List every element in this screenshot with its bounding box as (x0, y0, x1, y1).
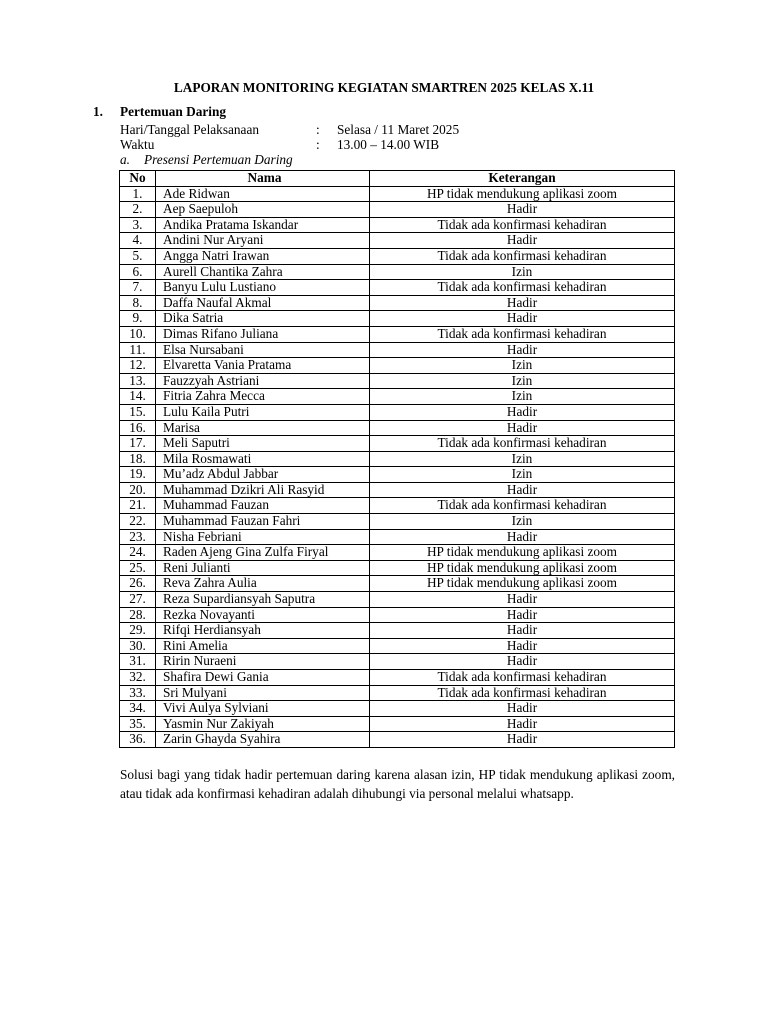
row-number: 10. (120, 326, 156, 342)
student-name: Lulu Kaila Putri (156, 404, 370, 420)
table-row (120, 389, 675, 405)
attendance-status: HP tidak mendukung aplikasi zoom (370, 576, 675, 592)
table-header-row (120, 171, 675, 187)
student-name: Dimas Rifano Juliana (156, 326, 370, 342)
table-row (120, 342, 675, 358)
attendance-status: Tidak ada konfirmasi kehadiran (370, 217, 675, 233)
student-name: Meli Saputri (156, 436, 370, 452)
time-label: Waktu (120, 137, 155, 152)
attendance-status: Izin (370, 264, 675, 280)
table-row (120, 404, 675, 420)
row-number: 9. (120, 311, 156, 327)
student-name: Zarin Ghayda Syahira (156, 732, 370, 748)
row-number: 11. (120, 342, 156, 358)
row-number: 22. (120, 514, 156, 530)
row-number: 24. (120, 545, 156, 561)
table-row (120, 529, 675, 545)
date-value: Selasa / 11 Maret 2025 (337, 122, 460, 137)
student-name: Vivi Aulya Sylviani (156, 701, 370, 717)
subsection-letter: a. (120, 152, 130, 167)
student-name: Nisha Febriani (156, 529, 370, 545)
student-name: Fauzzyah Astriani (156, 373, 370, 389)
row-number: 32. (120, 670, 156, 686)
row-number: 12. (120, 358, 156, 374)
table-row (120, 514, 675, 530)
table-row (120, 670, 675, 686)
student-name: Muhammad Fauzan Fahri (156, 514, 370, 530)
header-keterangan: Keterangan (370, 171, 675, 187)
table-row (120, 467, 675, 483)
student-name: Elvaretta Vania Pratama (156, 358, 370, 374)
attendance-status: Izin (370, 389, 675, 405)
row-number: 6. (120, 264, 156, 280)
row-number: 1. (120, 186, 156, 202)
student-name: Dika Satria (156, 311, 370, 327)
attendance-status: Hadir (370, 623, 675, 639)
table-row (120, 248, 675, 264)
attendance-status: HP tidak mendukung aplikasi zoom (370, 545, 675, 561)
attendance-status: Hadir (370, 311, 675, 327)
document-title: LAPORAN MONITORING KEGIATAN SMARTREN 2025 KELAS X.11 (173, 80, 595, 95)
table-row (120, 186, 675, 202)
student-name: Muhammad Fauzan (156, 498, 370, 514)
attendance-status: Hadir (370, 732, 675, 748)
row-number: 16. (120, 420, 156, 436)
table-row (120, 607, 675, 623)
student-name: Sri Mulyani (156, 685, 370, 701)
attendance-status: Hadir (370, 592, 675, 608)
row-number: 36. (120, 732, 156, 748)
student-name: Mu’adz Abdul Jabbar (156, 467, 370, 483)
row-number: 27. (120, 592, 156, 608)
table-row (120, 654, 675, 670)
row-number: 17. (120, 436, 156, 452)
row-number: 31. (120, 654, 156, 670)
attendance-status: Hadir (370, 482, 675, 498)
attendance-table (119, 170, 675, 748)
row-number: 28. (120, 607, 156, 623)
table-row (120, 638, 675, 654)
table-row (120, 545, 675, 561)
row-number: 25. (120, 560, 156, 576)
attendance-status: Hadir (370, 295, 675, 311)
row-number: 34. (120, 701, 156, 717)
time-value: 13.00 – 14.00 WIB (337, 137, 440, 152)
row-number: 35. (120, 716, 156, 732)
attendance-status: Hadir (370, 529, 675, 545)
table-row (120, 420, 675, 436)
student-name: Rifqi Herdiansyah (156, 623, 370, 639)
row-number: 3. (120, 217, 156, 233)
table-row (120, 576, 675, 592)
row-number: 5. (120, 248, 156, 264)
student-name: Muhammad Dzikri Ali Rasyid (156, 482, 370, 498)
date-label: Hari/Tanggal Pelaksanaan (120, 122, 260, 137)
attendance-status: HP tidak mendukung aplikasi zoom (370, 560, 675, 576)
row-number: 19. (120, 467, 156, 483)
table-row (120, 373, 675, 389)
subsection-heading (120, 152, 293, 168)
table-row (120, 311, 675, 327)
attendance-status: Hadir (370, 404, 675, 420)
date-separator: : (316, 122, 320, 137)
row-number: 14. (120, 389, 156, 405)
header-nama: Nama (156, 171, 370, 187)
student-name: Aurell Chantika Zahra (156, 264, 370, 280)
table-row (120, 358, 675, 374)
solution-paragraph: Solusi bagi yang tidak hadir pertemuan daring karena alasan izin, HP tidak mendukung aplikasi zoom, atau tidak ada konfirmasi kehadiran adalah dihubungi via personal melalui whatsapp. (120, 767, 675, 801)
attendance-status: Izin (370, 451, 675, 467)
student-name: Fitria Zahra Mecca (156, 389, 370, 405)
attendance-status: Hadir (370, 342, 675, 358)
table-row (120, 701, 675, 717)
attendance-status: Tidak ada konfirmasi kehadiran (370, 326, 675, 342)
row-number: 33. (120, 685, 156, 701)
attendance-status: Hadir (370, 202, 675, 218)
row-number: 4. (120, 233, 156, 249)
row-number: 23. (120, 529, 156, 545)
row-number: 21. (120, 498, 156, 514)
row-number: 18. (120, 451, 156, 467)
attendance-status: Izin (370, 467, 675, 483)
table-row (120, 451, 675, 467)
header-no: No (120, 171, 156, 187)
attendance-status: HP tidak mendukung aplikasi zoom (370, 186, 675, 202)
section-heading: Pertemuan Daring (120, 104, 226, 119)
student-name: Rezka Novayanti (156, 607, 370, 623)
attendance-status: Hadir (370, 420, 675, 436)
student-name: Shafira Dewi Gania (156, 670, 370, 686)
student-name: Aep Saepuloh (156, 202, 370, 218)
row-number: 26. (120, 576, 156, 592)
row-number: 20. (120, 482, 156, 498)
student-name: Rini Amelia (156, 638, 370, 654)
table-row (120, 295, 675, 311)
table-row (120, 498, 675, 514)
table-row (120, 732, 675, 748)
student-name: Ade Ridwan (156, 186, 370, 202)
table-row (120, 592, 675, 608)
student-name: Yasmin Nur Zakiyah (156, 716, 370, 732)
row-number: 7. (120, 280, 156, 296)
section-number: 1. (93, 104, 103, 119)
subsection-title: Presensi Pertemuan Daring (144, 152, 293, 167)
table-row (120, 560, 675, 576)
table-row (120, 482, 675, 498)
attendance-status: Tidak ada konfirmasi kehadiran (370, 280, 675, 296)
time-separator: : (316, 137, 320, 152)
attendance-status: Izin (370, 373, 675, 389)
table-row (120, 685, 675, 701)
attendance-status: Hadir (370, 638, 675, 654)
row-number: 30. (120, 638, 156, 654)
attendance-status: Tidak ada konfirmasi kehadiran (370, 248, 675, 264)
table-row (120, 716, 675, 732)
attendance-status: Hadir (370, 654, 675, 670)
table-row (120, 623, 675, 639)
student-name: Ririn Nuraeni (156, 654, 370, 670)
attendance-status: Tidak ada konfirmasi kehadiran (370, 436, 675, 452)
attendance-status: Hadir (370, 701, 675, 717)
student-name: Elsa Nursabani (156, 342, 370, 358)
student-name: Reni Julianti (156, 560, 370, 576)
row-number: 13. (120, 373, 156, 389)
row-number: 29. (120, 623, 156, 639)
table-row (120, 217, 675, 233)
table-row (120, 280, 675, 296)
table-row (120, 233, 675, 249)
table-row (120, 264, 675, 280)
row-number: 2. (120, 202, 156, 218)
table-row (120, 326, 675, 342)
attendance-status: Tidak ada konfirmasi kehadiran (370, 685, 675, 701)
row-number: 15. (120, 404, 156, 420)
table-row (120, 436, 675, 452)
student-name: Reza Supardiansyah Saputra (156, 592, 370, 608)
attendance-status: Izin (370, 358, 675, 374)
student-name: Marisa (156, 420, 370, 436)
student-name: Raden Ajeng Gina Zulfa Firyal (156, 545, 370, 561)
attendance-status: Tidak ada konfirmasi kehadiran (370, 498, 675, 514)
student-name: Andika Pratama Iskandar (156, 217, 370, 233)
attendance-status: Tidak ada konfirmasi kehadiran (370, 670, 675, 686)
attendance-status: Hadir (370, 233, 675, 249)
student-name: Banyu Lulu Lustiano (156, 280, 370, 296)
table-row (120, 202, 675, 218)
student-name: Daffa Naufal Akmal (156, 295, 370, 311)
attendance-status: Izin (370, 514, 675, 530)
student-name: Reva Zahra Aulia (156, 576, 370, 592)
student-name: Angga Natri Irawan (156, 248, 370, 264)
attendance-status: Hadir (370, 607, 675, 623)
student-name: Mila Rosmawati (156, 451, 370, 467)
student-name: Andini Nur Aryani (156, 233, 370, 249)
attendance-status: Hadir (370, 716, 675, 732)
row-number: 8. (120, 295, 156, 311)
